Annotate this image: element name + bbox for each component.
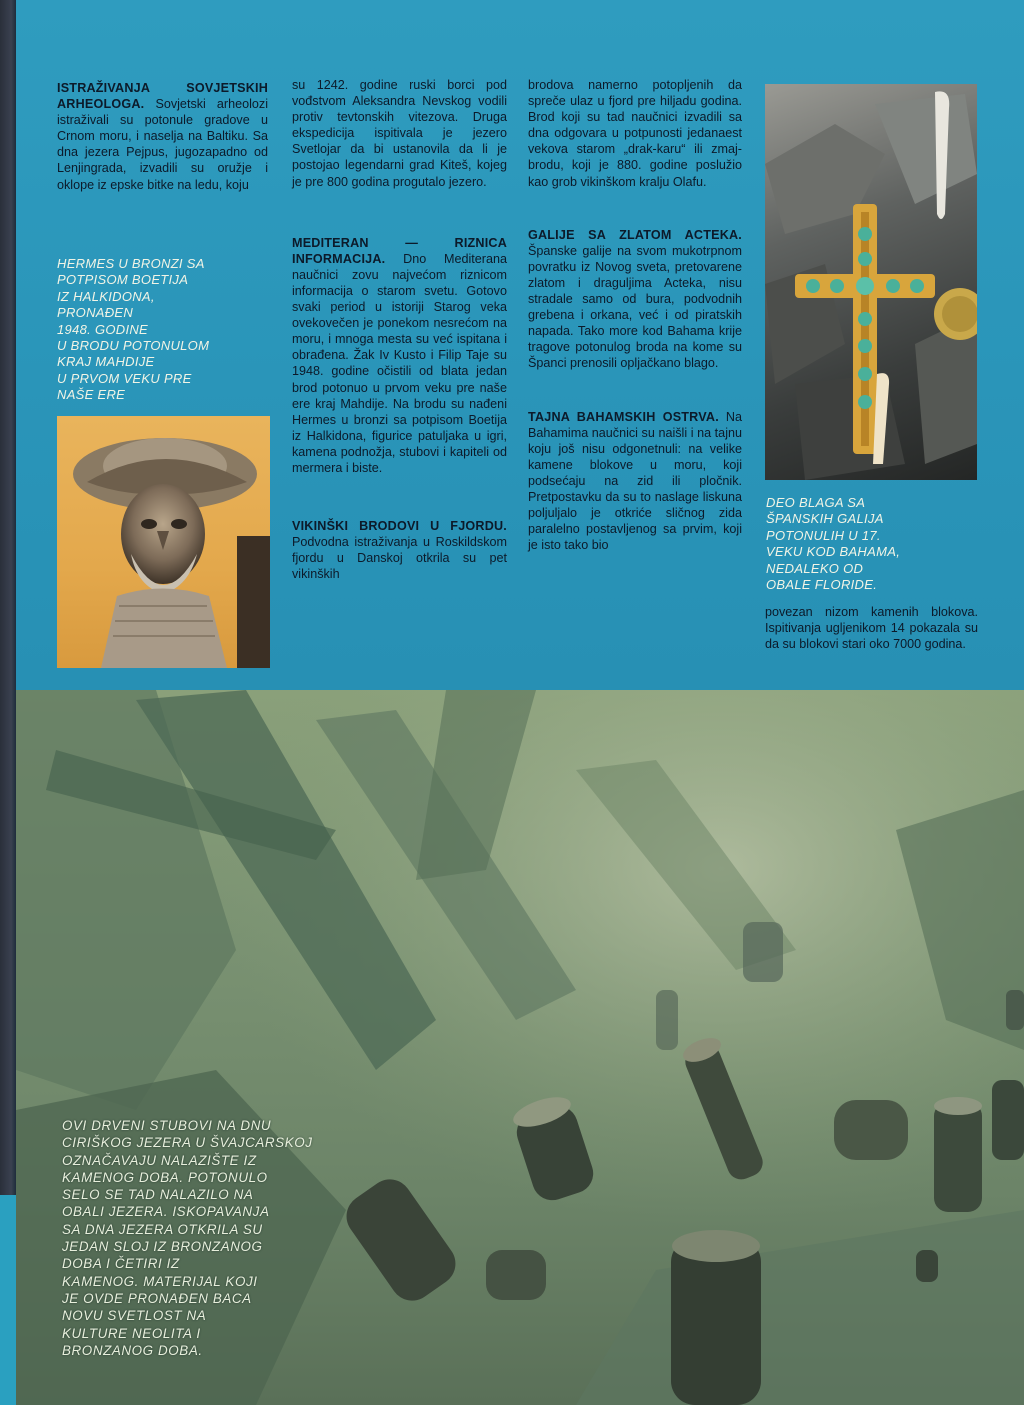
caption-line: SA DNA JEZERA OTKRILA SU bbox=[62, 1221, 263, 1237]
underwater-caption bbox=[62, 1117, 342, 1359]
caption-line: ŠPANSKIH GALIJA bbox=[766, 511, 884, 527]
caption-line: CIRIŠKOG JEZERA U ŠVAJCARSKOJ bbox=[62, 1135, 313, 1151]
caption-line: DOBA I ČETIRI IZ bbox=[62, 1256, 180, 1272]
caption-line: OVI DRVENI STUBOVI NA DNU bbox=[62, 1118, 272, 1133]
text-mediterranean: Dno Mediterana naučnici zovu najvećom riznicom informacija o starom svetu. Gotovo svaki period u istoriji Starog veka ovekovečen je ponekom nesrećom na moru, i mnoga mesta su već ispitana i obrađena. Žak Iv Kusto i Filip Taje su 1948. godine očistili od blata jedan brod potonuo u prvom veku pre naše ere kraj Mahdije. Na brodu su nađeni Hermes u bronzi sa potpisom Boetija iz Halkidona, figurice patuljaka u igri, kamena podnožja, stubovi i kapiteli od mermera i biste. bbox=[292, 251, 507, 475]
caption-line: KULTURE NEOLITA I bbox=[62, 1325, 201, 1341]
caption-line: KRAJ MAHDIJE bbox=[57, 354, 155, 370]
caption-line: VEKU KOD BAHAMA, bbox=[766, 544, 901, 560]
caption-line: BRONZANOG DOBA. bbox=[62, 1342, 203, 1358]
heading-vikings: VIKINŠKI BRODOVI U FJORDU. bbox=[292, 519, 507, 534]
text-vikings: Podvodna istraživanja u Roskildskom fjordu u Danskoj otkrila su pet vikinških bbox=[292, 535, 507, 582]
caption-line: JE OVDE PRONAĐEN BACA bbox=[62, 1290, 252, 1306]
caption-line: OBALI JEZERA. ISKOPAVANJA bbox=[62, 1204, 270, 1220]
caption-line: POTPISOM BOETIJA bbox=[57, 272, 189, 288]
hermes-caption bbox=[57, 256, 267, 404]
caption-line: OBALE FLORIDE. bbox=[766, 577, 878, 593]
section-bahamas bbox=[528, 409, 742, 554]
section-mediterranean bbox=[292, 235, 507, 476]
text-carbon: povezan nizom kamenih blokova. Ispitivanja ugljenikom 14 pokazala su da su blokovi stari oko 7000 godina. bbox=[765, 605, 978, 652]
section-galleys bbox=[528, 227, 742, 372]
text-galleys: Španske galije na svom mukotrpnom povratku iz Novog sveta, pretovarene zlatom i draguljima Acteka, nisu stradale samo od bura, podvodnih grebena i orkana, već i od piratskih napada. Tako more kod Bahama krije tragove potonulog broda na kome su Španci prenosili opljačkano blago. bbox=[528, 243, 742, 371]
caption-line: HERMES U BRONZI SA bbox=[57, 256, 205, 271]
caption-line: POTONULIH U 17. bbox=[766, 527, 881, 543]
column-3 bbox=[528, 77, 742, 553]
caption-line: SELO SE TAD NALAZILO NA bbox=[62, 1187, 254, 1203]
text-soviet: Sovjetski arheolozi istraživali su potonule gradove u Crnom moru, i naselja na Baltiku. Sa dna jezera Pejpus, jugozapadno od Lenjingrada, izvadili su oružje i oklope iz epske bitke na ledu, koju bbox=[57, 97, 269, 192]
section-vikings bbox=[292, 518, 507, 582]
treasure-illustration bbox=[765, 84, 977, 480]
caption-line: KAMENOG DOBA. POTONULO bbox=[62, 1169, 268, 1185]
caption-line: U PRVOM VEKU PRE bbox=[57, 370, 192, 386]
caption-line: OZNAČAVAJU NALAZIŠTE IZ bbox=[62, 1152, 257, 1168]
caption-line: NAŠE ERE bbox=[57, 387, 126, 403]
caption-line: U BRODU POTONULOM bbox=[57, 338, 210, 354]
caption-line: NEDALEKO OD bbox=[766, 560, 864, 576]
heading-soviet: ISTRAŽIVANJA SOVJETSKIH ARHEOLOGA. bbox=[57, 81, 268, 112]
caption-line: IZ HALKIDONA, bbox=[57, 288, 155, 304]
heading-bahamas: TAJNA BAHAMSKIH OSTRVA. bbox=[528, 409, 719, 424]
text-drakkar: brodova namerno potopljenih da spreče ulaz u fjord pre hiljadu godina. Brod koji su tad naučnici izvadili sa dna odgovara u potpunosti jedanaest vekova starom „drak-karu“ ili zmaj-brodu, koji je 880. godine poslužio kao grob vikinškom kralju Olafu. bbox=[528, 78, 742, 189]
spanish-treasure-photo bbox=[765, 84, 977, 480]
heading-galleys: GALIJE SA ZLATOM ACTEKA. bbox=[528, 227, 742, 242]
caption-line: 1948. GODINE bbox=[57, 321, 149, 337]
text-bahamas: Na Bahamima naučnici su naišli i na tajnu koju još nisu odgonetnuli: na velike kamene blokove u moru, koji podsećaju na zid ili pločnik. Pretpostavku da su to naslage liskuna poljuljalo je otkriće sličnog zida paralelno postavljenog sa prvim, koji je isto tako bio bbox=[528, 409, 743, 553]
column-4 bbox=[765, 604, 978, 652]
column-2 bbox=[292, 77, 507, 582]
caption-line: KAMENOG. MATERIJAL KOJI bbox=[62, 1273, 258, 1289]
hermes-bust-illustration bbox=[57, 416, 270, 668]
hermes-bronze-photo bbox=[57, 416, 270, 668]
caption-line: NOVU SVETLOST NA bbox=[62, 1308, 207, 1324]
text-nevsky: su 1242. godine ruski borci pod vođstvom Aleksandra Nevskog vodili protiv tevtonskih vitezova. Druga ekspedicija ispitivala je jezero Svetlojar da bi ustanovila da li je postojao legendarni grad Kiteš, kojeg je pre 800 godina progutalo jezero. bbox=[292, 78, 507, 189]
caption-line: PRONAĐEN bbox=[57, 305, 134, 321]
caption-line: DEO BLAGA SA bbox=[766, 495, 866, 510]
caption-line: JEDAN SLOJ IZ BRONZANOG bbox=[62, 1239, 263, 1255]
binding-strip bbox=[0, 1195, 16, 1405]
heading-mediterranean: MEDITERAN — RIZNICA INFORMACIJA. bbox=[292, 235, 507, 266]
treasure-caption bbox=[766, 495, 986, 593]
column-1 bbox=[57, 80, 268, 193]
section-soviet bbox=[57, 80, 268, 193]
